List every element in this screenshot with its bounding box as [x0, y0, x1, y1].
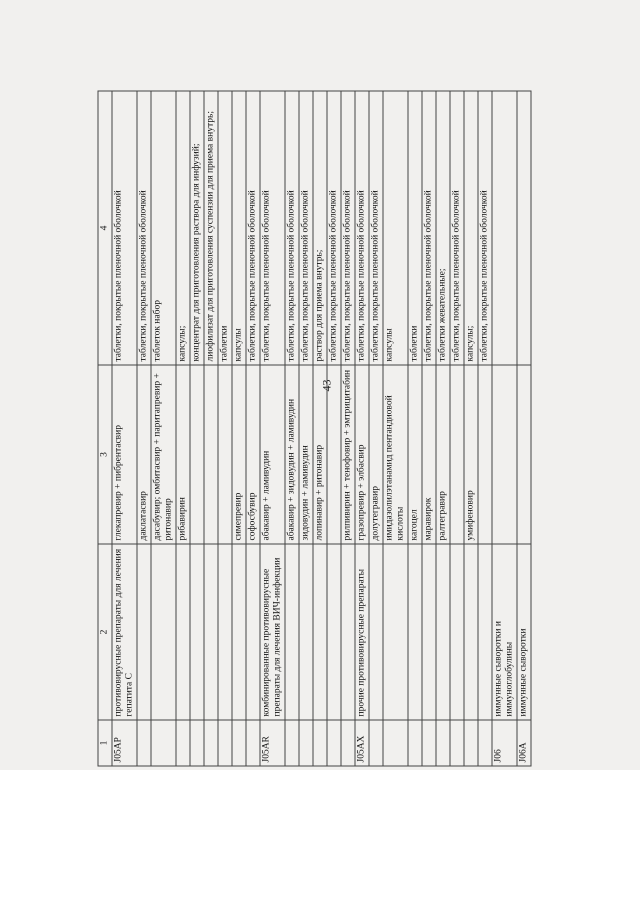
cell-group: [137, 544, 151, 720]
cell-drug: умифеновир: [464, 365, 478, 544]
cell-form: [492, 91, 517, 365]
cell-drug: ралтегравир: [436, 365, 450, 544]
cell-form: таблетки, покрытые пленочной оболочкой: [285, 91, 299, 365]
cell-form: таблеток набор: [151, 91, 176, 365]
cell-form: таблетки, покрытые пленочной оболочкой: [341, 91, 355, 365]
cell-code: J05AR: [260, 720, 285, 766]
cell-form: таблетки, покрытые пленочной оболочкой: [137, 91, 151, 365]
cell-form: раствор для приема внутрь;: [313, 91, 327, 365]
cell-drug: даклатасвир: [137, 365, 151, 544]
cell-form: таблетки: [218, 91, 232, 365]
cell-drug: [218, 365, 232, 544]
cell-drug: абакавир + зидовудин + ламивудин: [285, 365, 299, 544]
table-row: [464, 91, 478, 766]
cell-group: прочие противовирусные препараты: [355, 544, 369, 720]
cell-code: [232, 720, 246, 766]
cell-code: [408, 720, 422, 766]
cell-group: [313, 544, 327, 720]
table-row: [313, 91, 327, 766]
cell-drug: [190, 365, 204, 544]
cell-code: [204, 720, 218, 766]
cell-group: [369, 544, 383, 720]
cell-drug: дасабувир; омбитасвир + паритапревир + ритонавир: [151, 365, 176, 544]
cell-code: [422, 720, 436, 766]
cell-form: таблетки, покрытые пленочной оболочкой: [369, 91, 383, 365]
table-row: [137, 91, 151, 766]
cell-code: J06A: [517, 720, 531, 766]
cell-code: [285, 720, 299, 766]
table-row: [204, 91, 218, 766]
cell-code: [218, 720, 232, 766]
cell-group: [190, 544, 204, 720]
table-row: [450, 91, 464, 766]
cell-drug: кагоцел: [408, 365, 422, 544]
cell-drug: гразопревир + элбасвир: [355, 365, 369, 544]
table-header-row: [98, 91, 112, 766]
table-row: [436, 91, 450, 766]
cell-code: [478, 720, 492, 766]
cell-form: таблетки, покрытые пленочной оболочкой: [260, 91, 285, 365]
table-row: [176, 91, 190, 766]
cell-group: [383, 544, 408, 720]
table-row: [190, 91, 204, 766]
cell-form: капсулы;: [176, 91, 190, 365]
cell-form: капсулы: [383, 91, 408, 365]
table-row: [327, 91, 341, 766]
cell-code: [151, 720, 176, 766]
cell-group: [204, 544, 218, 720]
cell-code: [246, 720, 260, 766]
cell-form: таблетки, покрытые пленочной оболочкой: [112, 91, 137, 365]
cell-group: иммунные сыворотки и иммуноглобулины: [492, 544, 517, 720]
cell-drug: рилпивирин + тенофовир + эмтрицитабин: [341, 365, 355, 544]
cell-form: таблетки, покрытые пленочной оболочкой: [299, 91, 313, 365]
cell-drug: глекапревир + пибрентасвир: [112, 365, 137, 544]
table-row: [151, 91, 176, 766]
table-row: [341, 91, 355, 766]
cell-group: [218, 544, 232, 720]
table-row: [260, 91, 285, 766]
cell-form: таблетки, покрытые пленочной оболочкой: [327, 91, 341, 365]
cell-code: [137, 720, 151, 766]
cell-drug: абакавир + ламивудин: [260, 365, 285, 544]
cell-form: концентрат для приготовления раствора для инфузий;: [190, 91, 204, 365]
cell-group: [464, 544, 478, 720]
cell-group: [408, 544, 422, 720]
page-number: 43: [319, 379, 334, 392]
cell-group: [176, 544, 190, 720]
cell-drug: [204, 365, 218, 544]
cell-group: [327, 544, 341, 720]
cell-group: иммунные сыворотки: [517, 544, 531, 720]
cell-code: [299, 720, 313, 766]
cell-group: [151, 544, 176, 720]
table-row: [246, 91, 260, 766]
header-cell: 1: [98, 720, 112, 766]
table-row: [383, 91, 408, 766]
cell-drug: [327, 365, 341, 544]
cell-drug: [492, 365, 517, 544]
table-row: [299, 91, 313, 766]
cell-form: таблетки, покрытые пленочной оболочкой: [355, 91, 369, 365]
table-row: [517, 91, 531, 766]
cell-code: J06: [492, 720, 517, 766]
table-row: [408, 91, 422, 766]
cell-group: [341, 544, 355, 720]
cell-group: [422, 544, 436, 720]
table-row: [478, 91, 492, 766]
cell-group: [478, 544, 492, 720]
cell-form: таблетки, покрытые пленочной оболочкой: [478, 91, 492, 365]
table-row: [492, 91, 517, 766]
cell-group: [232, 544, 246, 720]
cell-code: [450, 720, 464, 766]
cell-form: капсулы;: [464, 91, 478, 365]
cell-code: [190, 720, 204, 766]
table-row: [355, 91, 369, 766]
cell-drug: зидовудин + ламивудин: [299, 365, 313, 544]
cell-group: [450, 544, 464, 720]
cell-drug: имидазолилэтанамид пентандиовой кислоты: [383, 365, 408, 544]
table-row: [218, 91, 232, 766]
cell-drug: софосбувир: [246, 365, 260, 544]
cell-form: таблетки, покрытые пленочной оболочкой: [422, 91, 436, 365]
cell-drug: лопинавир + ритонавир: [313, 365, 327, 544]
header-cell: 4: [98, 91, 112, 365]
cell-drug: симепревир: [232, 365, 246, 544]
table-row: [422, 91, 436, 766]
cell-code: [369, 720, 383, 766]
cell-drug: долутегравир: [369, 365, 383, 544]
cell-group: [285, 544, 299, 720]
cell-code: [464, 720, 478, 766]
cell-code: J05AX: [355, 720, 369, 766]
cell-drug: маравирок: [422, 365, 436, 544]
table-row: [112, 91, 137, 766]
cell-group: комбинированные противовирусные препараты для лечения ВИЧ-инфекции: [260, 544, 285, 720]
cell-code: [383, 720, 408, 766]
table-row: [232, 91, 246, 766]
cell-group: противовирусные препараты для лечения гепатита С: [112, 544, 137, 720]
header-cell: 3: [98, 365, 112, 544]
cell-group: [299, 544, 313, 720]
cell-form: таблетки, покрытые пленочной оболочкой: [246, 91, 260, 365]
drug-table-sheet: [98, 92, 548, 767]
drug-table: [98, 91, 532, 767]
table-row: [369, 91, 383, 766]
cell-drug: [478, 365, 492, 544]
cell-code: [436, 720, 450, 766]
header-cell: 2: [98, 544, 112, 720]
cell-code: [313, 720, 327, 766]
cell-group: [246, 544, 260, 720]
cell-drug: [450, 365, 464, 544]
cell-code: [327, 720, 341, 766]
cell-code: [176, 720, 190, 766]
cell-drug: рибавирин: [176, 365, 190, 544]
cell-form: капсулы: [232, 91, 246, 365]
table-row: [285, 91, 299, 766]
cell-group: [436, 544, 450, 720]
cell-form: лиофилизат для приготовления суспензии для приема внутрь;: [204, 91, 218, 365]
cell-form: таблетки, покрытые пленочной оболочкой: [450, 91, 464, 365]
cell-form: таблетки жевательные;: [436, 91, 450, 365]
cell-form: таблетки: [408, 91, 422, 365]
cell-code: [341, 720, 355, 766]
cell-form: [517, 91, 531, 365]
cell-code: J05AP: [112, 720, 137, 766]
cell-drug: [517, 365, 531, 544]
